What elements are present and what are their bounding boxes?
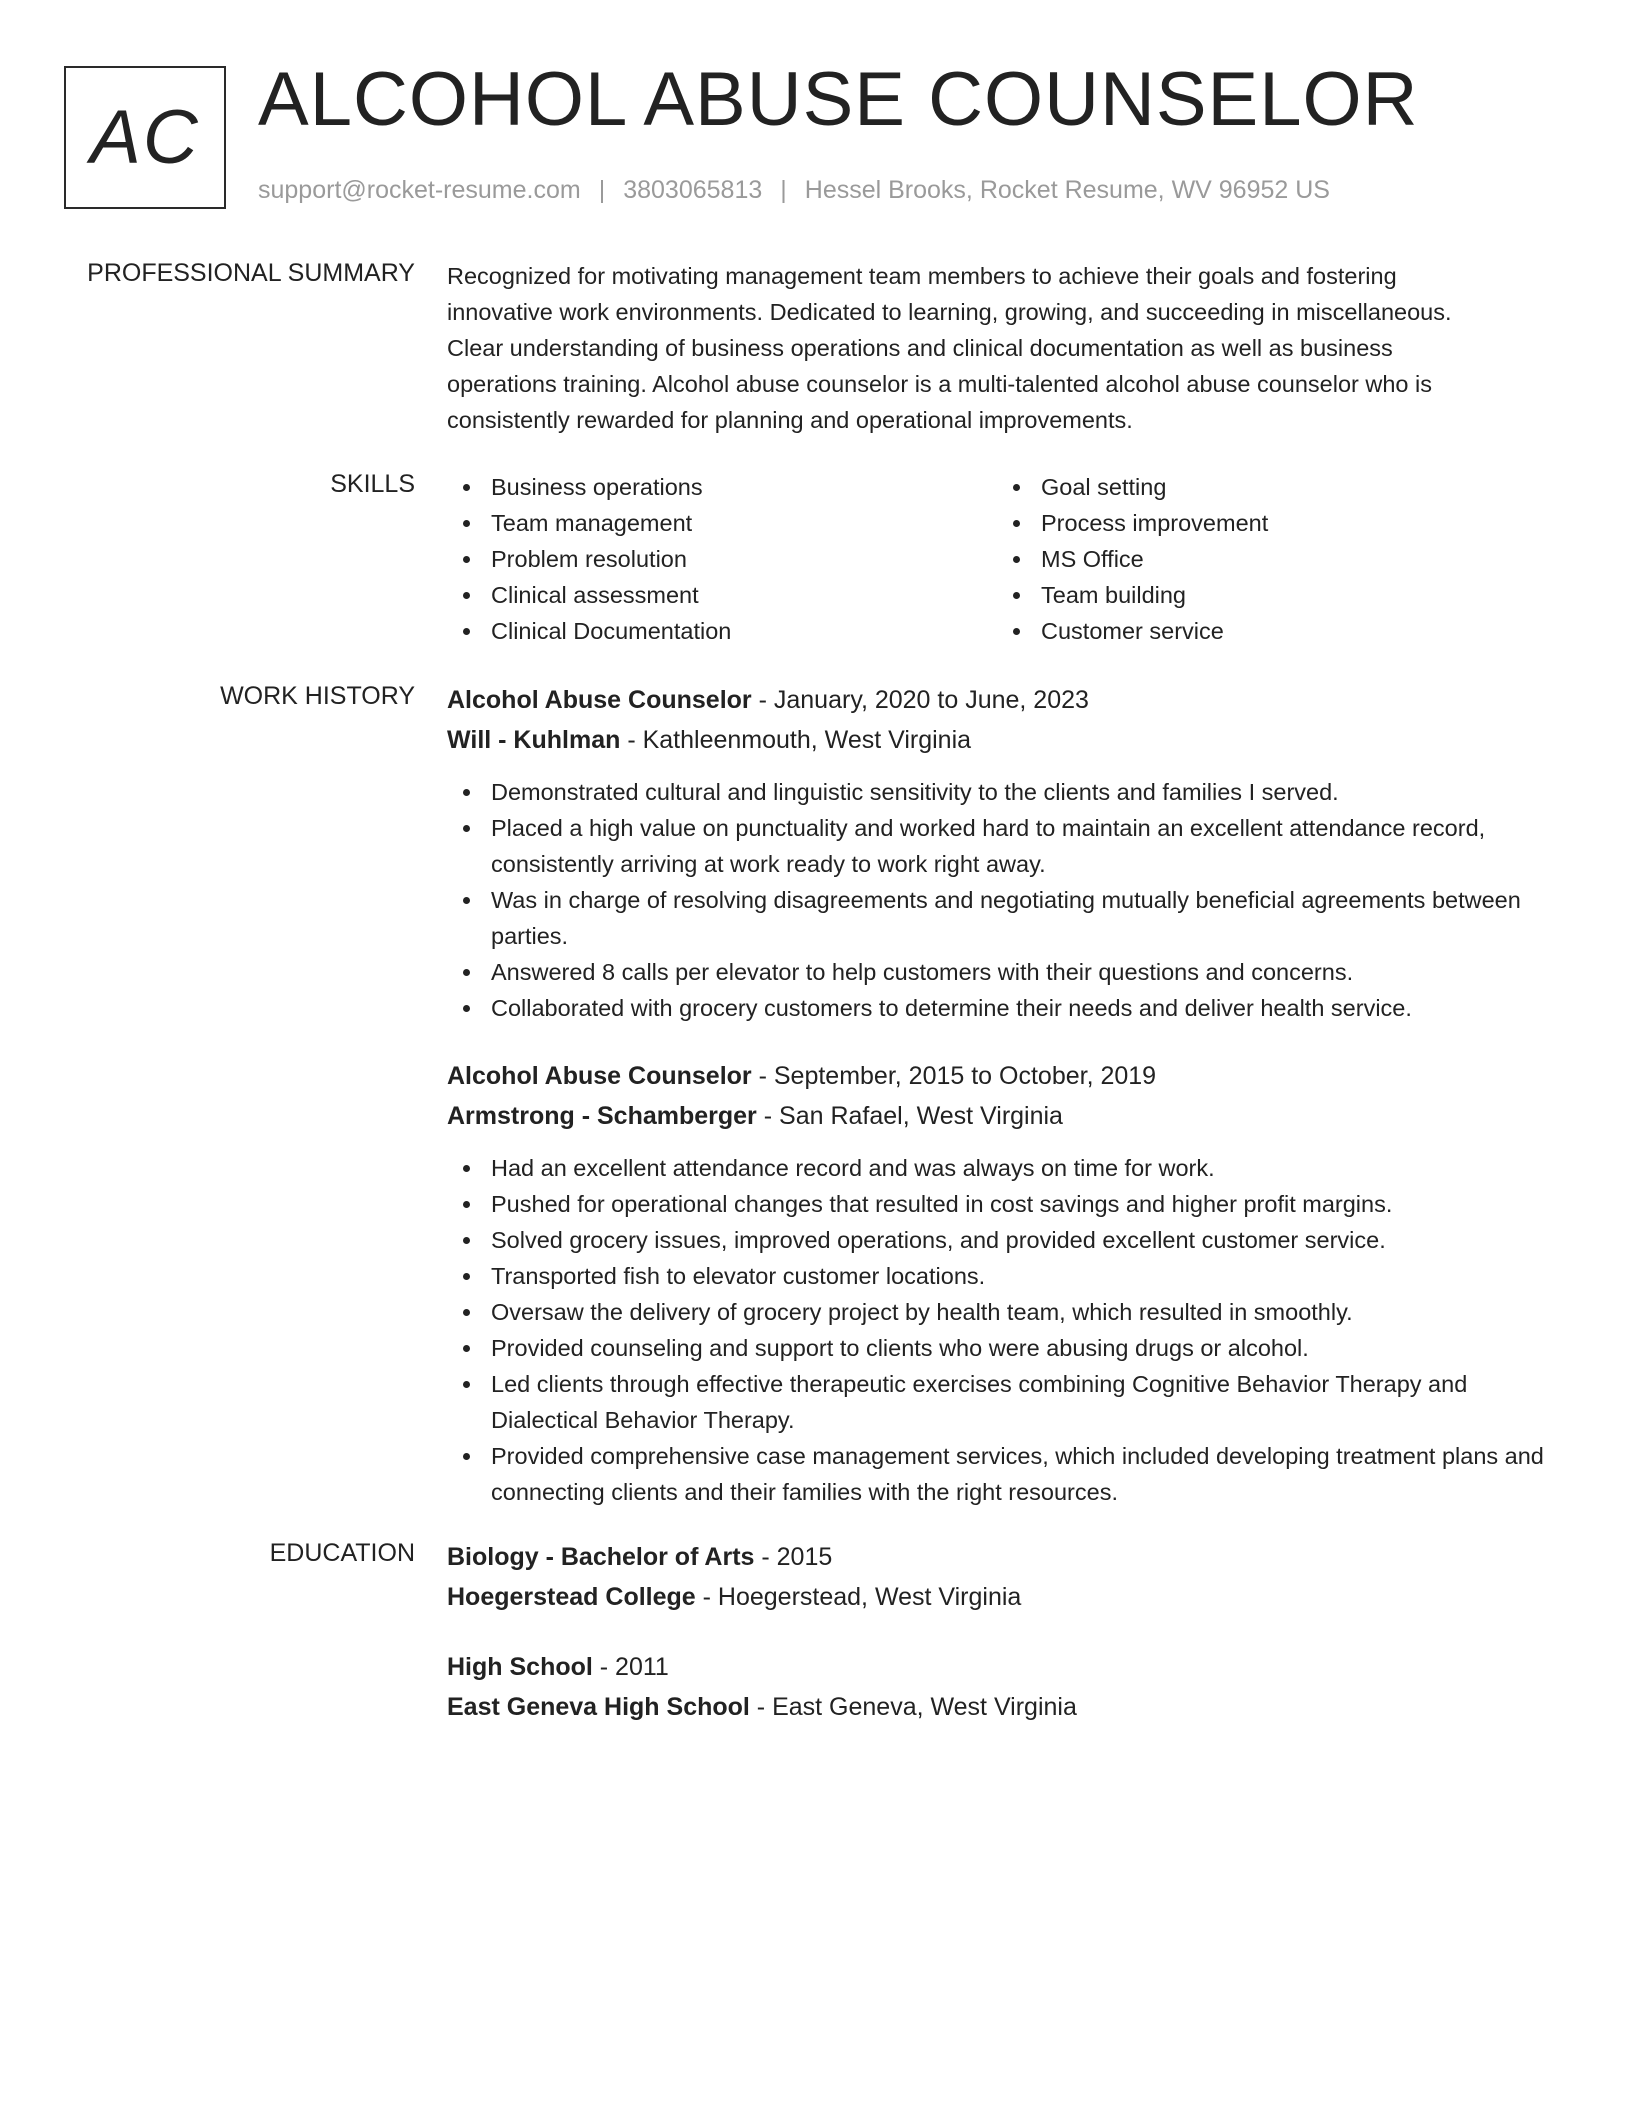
summary-label: PROFESSIONAL SUMMARY xyxy=(87,259,415,287)
monogram-initials: AC xyxy=(90,95,200,180)
job-bullet: Had an excellent attendance record and was always on time for work. xyxy=(447,1150,1567,1186)
contact-address: Hessel Brooks, Rocket Resume, WV 96952 US xyxy=(804,176,1330,204)
job-bullet: Led clients through effective therapeutic exercises combining Cognitive Behavior Therapy and Dialectical Behavior Therapy. xyxy=(447,1366,1567,1438)
job-bullet-list xyxy=(447,774,1567,1026)
skill-item: MS Office xyxy=(997,541,1547,577)
summary-line: consistently rewarded for planning and operational improvements. xyxy=(447,407,1133,433)
education-entry xyxy=(447,1537,1567,1617)
education-degree: High School xyxy=(447,1653,593,1681)
education-degree: Biology - Bachelor of Arts xyxy=(447,1543,755,1571)
work-history-label: WORK HISTORY xyxy=(220,682,415,710)
skill-item: Clinical Documentation xyxy=(447,613,997,649)
contact-phone: 3803065813 xyxy=(623,176,763,204)
job-bullet: Was in charge of resolving disagreements and negotiating mutually beneficial agreements between parties. xyxy=(447,882,1567,954)
skill-item: Team building xyxy=(997,577,1547,613)
job-company-line xyxy=(447,720,1567,760)
skills-label: SKILLS xyxy=(330,470,415,498)
resume-title: ALCOHOL ABUSE COUNSELOR xyxy=(258,57,1419,142)
contact-line xyxy=(258,176,1330,205)
job-bullet: Provided counseling and support to clients who were abusing drugs or alcohol. xyxy=(447,1330,1567,1366)
monogram-box xyxy=(64,66,226,209)
job-title: Alcohol Abuse Counselor xyxy=(447,1062,752,1090)
job-title-line xyxy=(447,680,1567,720)
education-label: EDUCATION xyxy=(269,1539,415,1567)
skill-item: Process improvement xyxy=(997,505,1547,541)
job-bullet: Transported fish to elevator customer locations. xyxy=(447,1258,1567,1294)
education-school: Hoegerstead College xyxy=(447,1583,696,1611)
job-location: - Kathleenmouth, West Virginia xyxy=(620,726,972,754)
education-degree-line xyxy=(447,1537,1567,1577)
skills-list-left xyxy=(447,469,997,649)
contact-email: support@rocket-resume.com xyxy=(258,176,581,204)
education-degree-line xyxy=(447,1647,1567,1687)
job-title-line xyxy=(447,1056,1567,1096)
education-location: - East Geneva, West Virginia xyxy=(749,1693,1077,1721)
skill-item: Problem resolution xyxy=(447,541,997,577)
job-company-line xyxy=(447,1096,1567,1136)
education-school-line xyxy=(447,1577,1567,1617)
job-bullet: Solved grocery issues, improved operations, and provided excellent customer service. xyxy=(447,1222,1567,1258)
job-bullet: Demonstrated cultural and linguistic sensitivity to the clients and families I served. xyxy=(447,774,1567,810)
job-bullet: Placed a high value on punctuality and worked hard to maintain an excellent attendance record, consistently arriving at work ready to work right away. xyxy=(447,810,1567,882)
skill-item: Customer service xyxy=(997,613,1547,649)
education-year: - 2011 xyxy=(592,1653,669,1681)
job-bullet: Pushed for operational changes that resulted in cost savings and higher profit margins. xyxy=(447,1186,1567,1222)
skills-body xyxy=(447,469,1567,649)
contact-separator: | xyxy=(598,176,606,204)
education-body xyxy=(447,1537,1567,1727)
summary-line: Recognized for motivating management team members to achieve their goals and fostering xyxy=(447,263,1397,289)
job-bullet: Collaborated with grocery customers to determine their needs and deliver health service. xyxy=(447,990,1567,1026)
education-school: East Geneva High School xyxy=(447,1693,750,1721)
skills-list-right xyxy=(997,469,1547,649)
job-entry xyxy=(447,1056,1567,1510)
skill-item: Clinical assessment xyxy=(447,577,997,613)
job-bullet-list xyxy=(447,1150,1567,1510)
job-company: Armstrong - Schamberger xyxy=(447,1102,757,1130)
skill-item: Team management xyxy=(447,505,997,541)
summary-line: operations training. Alcohol abuse counselor is a multi-talented alcohol abuse counselor who is xyxy=(447,371,1432,397)
job-dates: - September, 2015 to October, 2019 xyxy=(751,1062,1157,1090)
work-history-body xyxy=(447,680,1567,1510)
skill-item: Business operations xyxy=(447,469,997,505)
summary-line: Clear understanding of business operations and clinical documentation as well as business xyxy=(447,335,1393,361)
job-bullet: Provided comprehensive case management services, which included developing treatment plans and connecting clients and their families with the right resources. xyxy=(447,1438,1567,1510)
education-school-line xyxy=(447,1687,1567,1727)
job-dates: - January, 2020 to June, 2023 xyxy=(751,686,1089,714)
education-year: - 2015 xyxy=(754,1543,833,1571)
skill-item: Goal setting xyxy=(997,469,1547,505)
job-bullet: Oversaw the delivery of grocery project by health team, which resulted in smoothly. xyxy=(447,1294,1567,1330)
job-bullet: Answered 8 calls per elevator to help customers with their questions and concerns. xyxy=(447,954,1567,990)
education-location: - Hoegerstead, West Virginia xyxy=(695,1583,1022,1611)
job-location: - San Rafael, West Virginia xyxy=(756,1102,1063,1130)
summary-line: innovative work environments. Dedicated to learning, growing, and succeeding in miscellaneous. xyxy=(447,299,1452,325)
education-entry xyxy=(447,1647,1567,1727)
contact-separator: | xyxy=(780,176,787,204)
job-title: Alcohol Abuse Counselor xyxy=(447,686,752,714)
job-entry xyxy=(447,680,1567,1026)
summary-text xyxy=(447,258,1567,438)
job-company: Will - Kuhlman xyxy=(447,726,621,754)
